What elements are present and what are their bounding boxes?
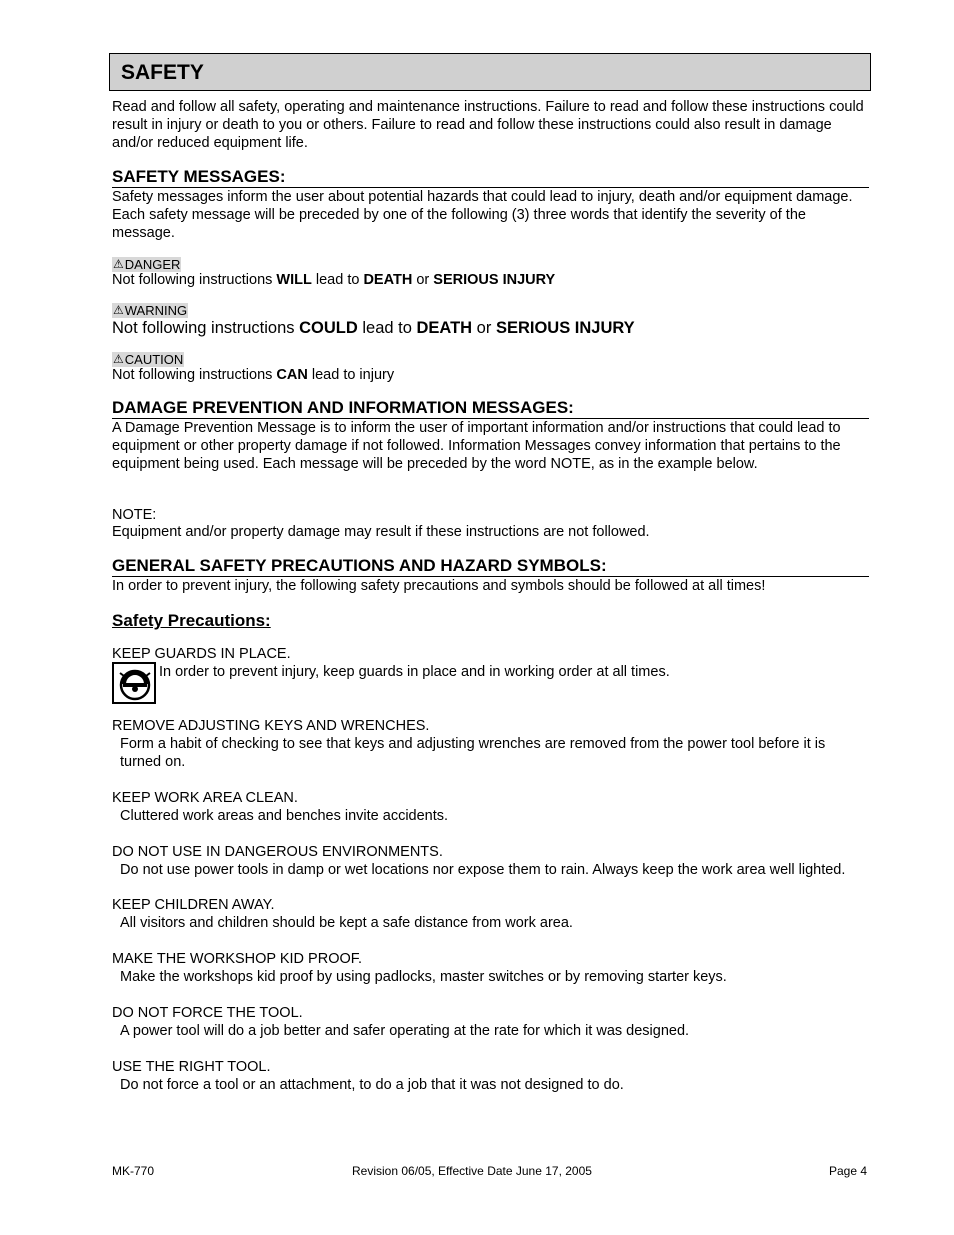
page-title: SAFETY	[121, 61, 204, 84]
warning-triangle-icon: ⚠	[113, 257, 124, 271]
warning-text: Not following instructions COULD lead to DEATH or SERIOUS INJURY	[112, 319, 635, 337]
precaution-title: KEEP CHILDREN AWAY.	[112, 897, 275, 913]
caution-label	[112, 352, 184, 367]
saw-blade-guard-icon	[112, 662, 156, 704]
footer-page-number: Page 4	[829, 1164, 868, 1178]
precaution-text: Form a habit of checking to see that keys and adjusting wrenches are removed from the power tool before it is turned on.	[120, 736, 826, 770]
note-text: Equipment and/or property damage may result if these instructions are not followed.	[112, 524, 650, 540]
precaution-text: In order to prevent injury, keep guards in place and in working order at all times.	[159, 664, 670, 680]
safety-precautions-heading: Safety Precautions:	[112, 611, 271, 630]
precaution-title: KEEP GUARDS IN PLACE.	[112, 646, 291, 662]
general-precautions-heading: GENERAL SAFETY PRECAUTIONS AND HAZARD SYMBOLS:	[112, 556, 869, 577]
precaution-title: KEEP WORK AREA CLEAN.	[112, 790, 298, 806]
warning-label-text: WARNING	[124, 303, 188, 318]
precaution-text: A power tool will do a job better and safer operating at the rate for which it was designed.	[120, 1023, 690, 1039]
danger-label	[112, 257, 181, 272]
warning-triangle-icon: ⚠	[113, 352, 124, 366]
danger-text: Not following instructions WILL lead to DEATH or SERIOUS INJURY	[112, 272, 556, 288]
precaution-title: DO NOT FORCE THE TOOL.	[112, 1005, 303, 1021]
precaution-text: All visitors and children should be kept a safe distance from work area.	[120, 915, 573, 931]
caution-text: Not following instructions CAN lead to injury	[112, 367, 395, 383]
precaution-text: Cluttered work areas and benches invite accidents.	[120, 808, 449, 824]
general-precautions-body: In order to prevent injury, the following safety precautions and symbols should be followed at all times!	[112, 578, 766, 594]
danger-label-text: DANGER	[124, 257, 181, 272]
safety-messages-body: Safety messages inform the user about potential hazards that could lead to injury, death and/or equipment damage. Each safety message will be preceded by one of the following (3) three words that identify the severity of the message.	[112, 189, 853, 241]
precaution-text: Make the workshops kid proof by using padlocks, master switches or by removing starter keys.	[120, 969, 727, 985]
precaution-title: MAKE THE WORKSHOP KID PROOF.	[112, 951, 363, 967]
note-label: NOTE:	[112, 507, 157, 523]
precaution-text: Do not use power tools in damp or wet locations nor expose them to rain. Always keep the work area well lighted.	[120, 862, 846, 878]
damage-prevention-body: A Damage Prevention Message is to inform the user of important information and/or instructions that could lead to equipment or other property damage if not followed. Information Messages convey information that pertains to the equipment being used. Each message will be preceded by the word NOTE, as in the example below.	[112, 420, 841, 472]
precaution-title: DO NOT USE IN DANGEROUS ENVIRONMENTS.	[112, 844, 443, 860]
warning-label	[112, 303, 188, 318]
precaution-title: REMOVE ADJUSTING KEYS AND WRENCHES.	[112, 718, 430, 734]
section-title-box	[109, 53, 871, 91]
precaution-title: USE THE RIGHT TOOL.	[112, 1059, 271, 1075]
safety-messages-heading: SAFETY MESSAGES:	[112, 167, 869, 188]
footer-revision: Revision 06/05, Effective Date June 17, 2005	[352, 1164, 592, 1178]
caution-label-text: CAUTION	[124, 352, 184, 367]
damage-prevention-heading: DAMAGE PREVENTION AND INFORMATION MESSAGES:	[112, 398, 869, 419]
precaution-text: Do not force a tool or an attachment, to do a job that it was not designed to do.	[120, 1077, 624, 1093]
warning-triangle-icon: ⚠	[113, 303, 124, 317]
footer-model: MK-770	[112, 1164, 155, 1178]
intro-paragraph: Read and follow all safety, operating and maintenance instructions. Failure to read and follow these instructions could result in injury or death to you or others. Failure to read and follow these instructions could also result in damage and/or reduced equipment life.	[112, 99, 864, 151]
